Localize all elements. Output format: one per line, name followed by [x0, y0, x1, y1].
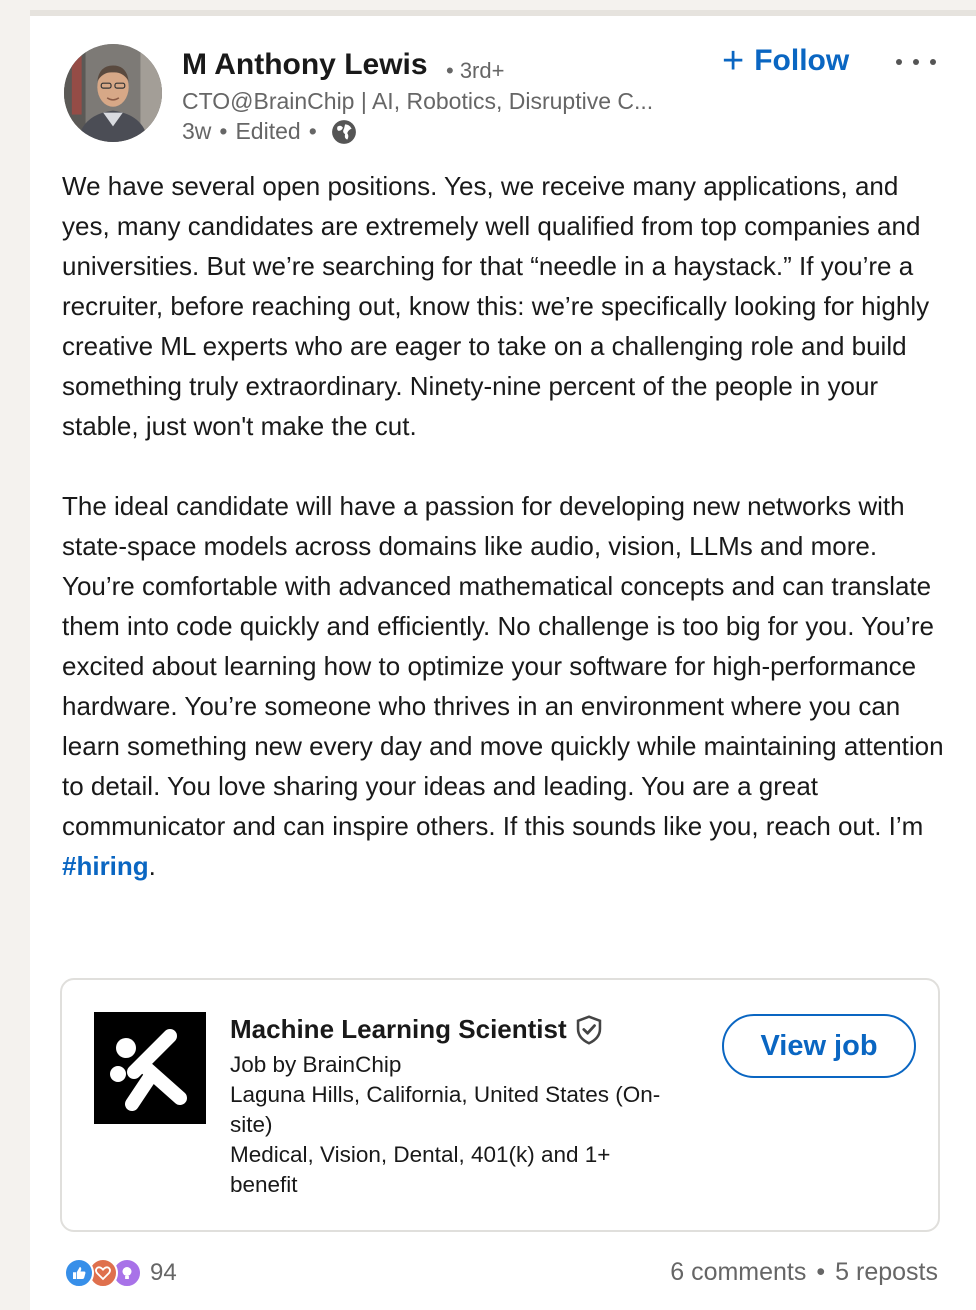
author-headline[interactable]: CTO@BrainChip | AI, Robotics, Disruptive C...	[182, 88, 654, 114]
hashtag-hiring[interactable]: #hiring	[62, 851, 149, 881]
author-photo	[64, 44, 162, 142]
shield-check-icon	[575, 1015, 603, 1045]
ellipsis-icon	[913, 59, 919, 65]
brainchip-logo	[94, 1012, 206, 1124]
job-benefits: Medical, Vision, Dental, 401(k) and 1+ benefit	[230, 1142, 611, 1197]
ellipsis-icon	[930, 59, 936, 65]
reaction-icons	[64, 1258, 148, 1288]
more-options-button[interactable]	[896, 52, 936, 72]
post-body	[62, 166, 952, 886]
like-icon	[64, 1258, 94, 1288]
job-title[interactable]	[230, 1014, 603, 1045]
plus-icon: +	[722, 40, 745, 82]
post-time: 3w	[182, 118, 212, 144]
reposts-count[interactable]: 5 reposts	[835, 1258, 938, 1286]
meta-separator: •	[308, 118, 317, 144]
job-details	[230, 1050, 680, 1200]
follow-label: Follow	[754, 44, 850, 77]
job-attachment[interactable]	[60, 978, 940, 1232]
author-name[interactable]: M Anthony Lewis	[182, 48, 428, 81]
connection-degree: • 3rd+	[446, 58, 505, 83]
reaction-count: 94	[150, 1259, 177, 1286]
post-edited: Edited	[235, 118, 301, 144]
ellipsis-icon	[896, 59, 902, 65]
post-paragraph-1: We have several open positions. Yes, we receive many applications, and yes, many candidates are extremely well qualified from top companies and universities. But we’re searching for that “needle in a haystack.” If you’re a recruiter, before reaching out, know this: we’re specifically looking for highly creative ML experts who are eager to take on a challenging role and build something truly extraordinary. Ninety-nine percent of the people in your stable, just won't make the cut.	[62, 171, 930, 441]
feed-post	[30, 10, 976, 1310]
reactions-summary[interactable]	[64, 1258, 177, 1288]
post-trailing: .	[148, 851, 156, 881]
author-avatar[interactable]	[64, 44, 162, 142]
job-title-text: Machine Learning Scientist	[230, 1014, 567, 1044]
post-paragraph-2	[62, 486, 952, 886]
post-paragraph-2-text: The ideal candidate will have a passion for developing new networks with state-space models across domains like audio, vision, LLMs and more. You’re comfortable with advanced mathematical concepts and can translate them into code quickly and efficiently. No challenge is too big for you. You’re excited about learning how to optimize your software for high-performance hardware. You’re someone who thrives in an environment where you can learn something new every day and move quickly while maintaining attention to detail. You love sharing your ideas and leading. You are a great communicator and can inspire others. If this sounds like you, reach out. I’m	[62, 491, 944, 841]
meta-separator: •	[219, 118, 228, 144]
comments-count[interactable]: 6 comments	[670, 1258, 807, 1286]
job-company: Job by BrainChip	[230, 1052, 402, 1077]
engagement-counts	[670, 1258, 938, 1287]
post-meta	[182, 118, 357, 145]
follow-button[interactable]	[722, 42, 849, 80]
job-location: Laguna Hills, California, United States (On-site)	[230, 1082, 661, 1137]
view-job-button[interactable]: View job	[722, 1014, 916, 1078]
engagement-separator: •	[816, 1258, 826, 1286]
globe-icon	[331, 119, 357, 145]
